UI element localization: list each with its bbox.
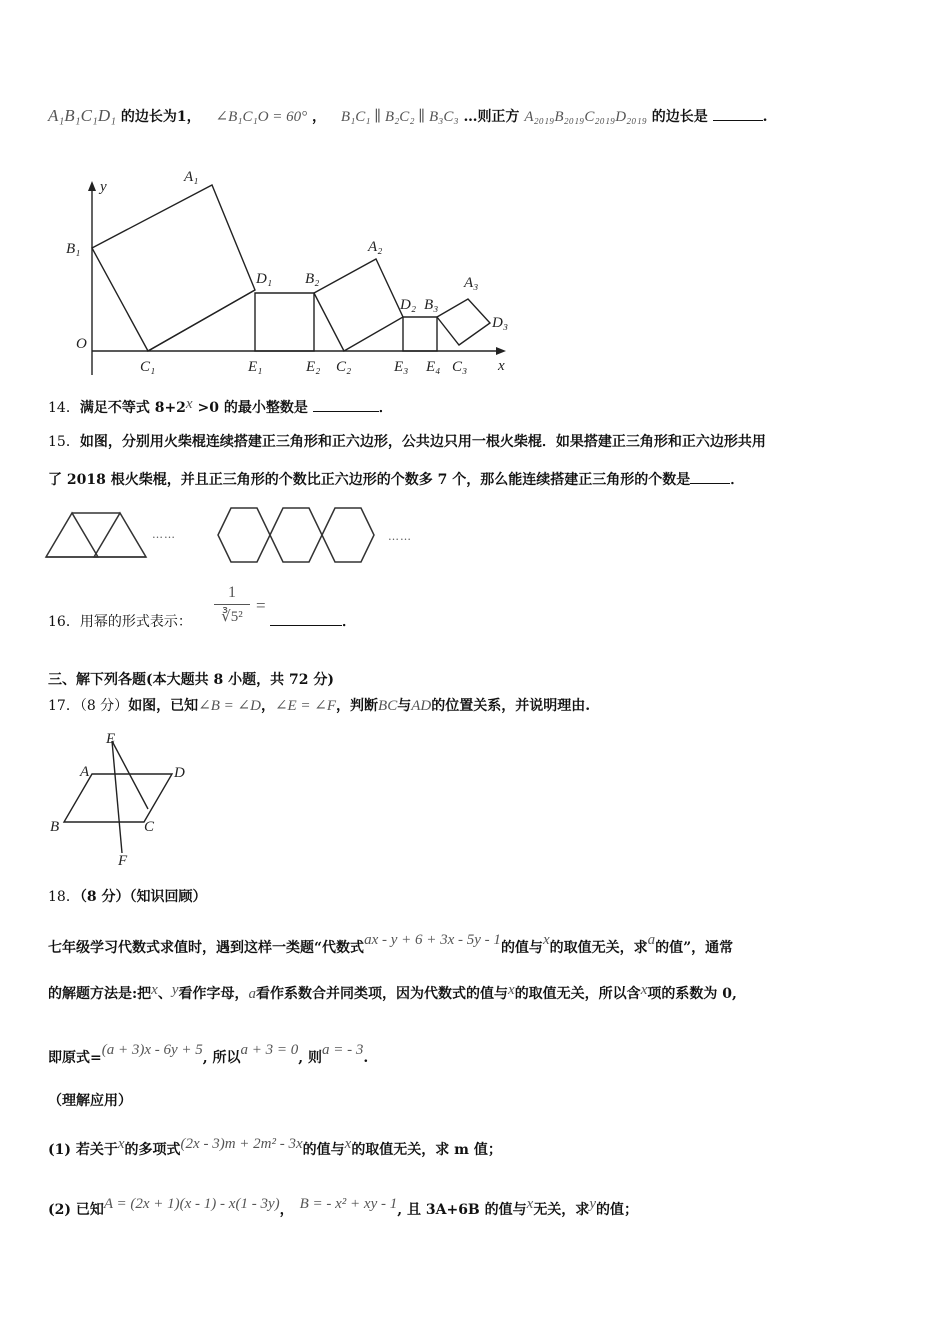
q18-s2-c: 无关，求 — [533, 1202, 590, 1218]
label-e3: E₃ — [394, 359, 409, 375]
label-b: B — [50, 819, 60, 835]
q17-text-b: ，判断 — [336, 698, 379, 714]
x-arrow — [496, 347, 506, 355]
fraction-numerator: 1 — [228, 584, 236, 601]
figure-hexagons — [212, 500, 382, 570]
q15-line1 — [48, 431, 766, 451]
q17-text-c: 与 — [397, 698, 412, 714]
q18-sub2 — [48, 1196, 638, 1219]
q16-line — [48, 611, 192, 631]
q18-p2-e: 项的系数为 0, — [647, 986, 737, 1002]
label-a3: A₃ — [464, 275, 479, 291]
q15-dots-2: …… — [388, 530, 412, 543]
q18-x4: x — [640, 982, 648, 998]
label-c1: C₁ — [140, 359, 156, 375]
q18-p2-d: 的取值无关，所以含 — [514, 986, 641, 1002]
q18-heading: （理解应用） — [48, 1093, 132, 1109]
q14-line — [48, 396, 393, 417]
label-origin: O — [76, 336, 87, 352]
q18-x3: x — [508, 982, 515, 998]
label-f: F — [118, 853, 128, 869]
label-d: D — [174, 765, 185, 781]
q17-cond2: ∠E = ∠F — [274, 698, 337, 714]
q18-para3 — [48, 1042, 368, 1067]
label-c3: C₃ — [452, 359, 468, 375]
label-d1: D₁ — [256, 271, 273, 287]
q18-p3-c: , 则 — [298, 1050, 323, 1066]
section-3-title: 三、解下列各题(本大题共 8 小题，共 72 分) — [48, 672, 334, 688]
label-a: A — [80, 764, 90, 780]
q16-fraction — [214, 584, 250, 626]
q18-p2-c: 看作系数合并同类项，因为代数式的值与 — [256, 986, 509, 1002]
q18-number: 18． — [48, 889, 80, 905]
q17-points: （8 分） — [79, 698, 129, 714]
square-1 — [92, 185, 255, 351]
q18-s2-y: y — [589, 1196, 596, 1212]
label-axis-x: x — [498, 358, 505, 374]
q13-end: . — [762, 109, 768, 125]
q18-sub1 — [48, 1136, 502, 1159]
square-a1b1c1d1: A₁B₁C₁D₁ — [48, 106, 117, 125]
q17-text-a: 如图，已知 — [128, 698, 199, 714]
label-c2: C₂ — [336, 359, 352, 375]
q13-text1: 的边长为1， — [120, 109, 201, 125]
label-c: C — [144, 819, 155, 835]
q15-text-line2: 了 2018 根火柴棍，并且正三角形的个数比正六边形的个数多 7 个，那么能连续搭建正三角形的个数是 — [48, 472, 691, 488]
q14-number: 14． — [48, 400, 80, 416]
q14-text-b: >0 的最小整数是 — [192, 400, 308, 416]
label-e2: E₂ — [306, 359, 321, 375]
q18-y2: y — [171, 982, 179, 998]
label-b1: B₁ — [66, 241, 81, 257]
figure-triangles — [40, 505, 150, 565]
q18-a2: a — [248, 986, 257, 1002]
q18-expr2: (a + 3)x - 6y + 5 — [101, 1042, 203, 1058]
q18-s1-c: 的值与 — [302, 1142, 345, 1158]
q18-p1-b: 的值与 — [500, 940, 543, 956]
q18-x1: x — [542, 932, 550, 948]
q18-s1-expr: (2x - 3)m + 2m² - 3x — [180, 1136, 303, 1152]
q13-text3: 的边长是 — [651, 109, 708, 125]
q17-ad: AD — [411, 698, 432, 714]
square-5 — [437, 299, 490, 345]
angle-condition: ∠B₁C₁O = 60° — [215, 109, 308, 125]
q18-a1: a — [647, 932, 656, 948]
label-a2: A₂ — [368, 239, 383, 255]
q16-answer-blank — [270, 613, 342, 626]
label-axis-y: y — [100, 179, 107, 195]
label-b2: B₂ — [305, 271, 320, 287]
target-square: A₂₀₁₉B₂₀₁₉C₂₀₁₉D₂₀₁₉ — [524, 109, 647, 125]
q18-expr1: ax - y + 6 + 3x - 5y - 1 — [364, 932, 501, 948]
q18-points: （8 分）（知识回顾） — [79, 889, 207, 905]
q16-end: ． — [342, 614, 356, 630]
square-4 — [403, 317, 437, 351]
q14-end: ． — [378, 400, 393, 416]
y-arrow — [88, 181, 96, 191]
q17-text-d: 的位置关系，并说明理由. — [431, 698, 591, 714]
label-e: E — [106, 731, 116, 747]
q18-s2-a: (2) 已知 — [48, 1202, 104, 1218]
label-e4: E₄ — [426, 359, 441, 375]
q18-p2-a: 的解题方法是:把 — [48, 986, 152, 1002]
figure-squares — [60, 165, 530, 385]
answer-blank — [713, 108, 763, 121]
q18-p3-a: 即原式= — [48, 1050, 102, 1066]
q18-para2 — [48, 982, 737, 1003]
q18-s2-expr2: B = - x² + xy - 1 — [299, 1196, 398, 1212]
label-a1: A₁ — [184, 169, 199, 185]
q17-line — [48, 695, 590, 715]
q17-sep: ， — [260, 698, 275, 714]
q18-para1 — [48, 932, 733, 957]
q18-s1-d: 的取值无关，求 m 值； — [351, 1142, 502, 1158]
q17-bc: BC — [378, 698, 398, 714]
q18-s1-x: x — [117, 1136, 125, 1152]
q13-tail-line — [48, 106, 768, 126]
label-d2: D₂ — [400, 297, 417, 313]
q15-text-line1: 如图，分别用火柴棍连续搭建正三角形和正六边形，公共边只用一根火柴棍．如果搭建正三角形和正六边形共用 — [79, 434, 766, 450]
q18-s2-d: 的值； — [595, 1202, 638, 1218]
q18-expr4: a = - 3 — [322, 1042, 364, 1058]
fraction-denominator: ∛5² — [221, 609, 243, 625]
q15-answer-blank — [690, 471, 730, 484]
label-d3: D₃ — [492, 315, 509, 331]
label-e1: E₁ — [248, 359, 263, 375]
q17-number: 17． — [48, 698, 80, 714]
q13-comma: ， — [312, 109, 327, 125]
q18-s1-b: 的多项式 — [124, 1142, 181, 1158]
q18-header — [48, 886, 206, 906]
q18-s2-b: , 且 3A+6B 的值与 — [397, 1202, 527, 1218]
q18-s1-x2: x — [344, 1136, 352, 1152]
square-3 — [314, 259, 403, 351]
q16-number: 16． — [48, 614, 80, 630]
q16-text: 用幂的形式表示： — [79, 614, 192, 630]
q13-text2: …则正方 — [463, 109, 520, 125]
q18-p2-sep: 、 — [157, 986, 172, 1002]
q15-line2 — [48, 469, 744, 489]
q18-s1-a: (1) 若关于 — [48, 1142, 118, 1158]
fraction-bar — [214, 604, 250, 605]
q18-s2-x: x — [526, 1196, 534, 1212]
parallel-condition: B₁C₁ ∥ B₂C₂ ∥ B₃C₃ — [340, 109, 459, 125]
figure-parallelogram — [44, 725, 204, 870]
q16-answer — [270, 611, 356, 631]
q18-p2-b: 看作字母， — [178, 986, 249, 1002]
q18-p1-a: 七年级学习代数式求值时，遇到这样一类题“代数式 — [48, 940, 365, 956]
q18-p3-b: , 所以 — [202, 1050, 241, 1066]
q15-number: 15． — [48, 434, 80, 450]
label-b3: B₃ — [424, 297, 439, 313]
q14-var-x: x — [185, 396, 193, 412]
q18-x2: x — [151, 982, 158, 998]
q18-p1-c: 的取值无关，求 — [549, 940, 648, 956]
q18-expr3: a + 3 = 0 — [240, 1042, 299, 1058]
q18-p3-d: . — [363, 1050, 369, 1066]
q16-equals: = — [256, 596, 266, 615]
square-2 — [255, 293, 314, 351]
q18-p1-d: 的值”，通常 — [655, 940, 734, 956]
q18-s2-sep: ， — [279, 1202, 294, 1218]
q14-answer-blank — [313, 399, 379, 412]
q14-text-a: 满足不等式 8+2 — [79, 400, 186, 416]
q18-s2-expr1: A = (2x + 1)(x - 1) - x(1 - 3y) — [103, 1196, 280, 1212]
q15-dots-1: …… — [152, 528, 176, 541]
q15-end: ． — [730, 472, 745, 488]
q17-cond1: ∠B = ∠D — [198, 698, 261, 714]
